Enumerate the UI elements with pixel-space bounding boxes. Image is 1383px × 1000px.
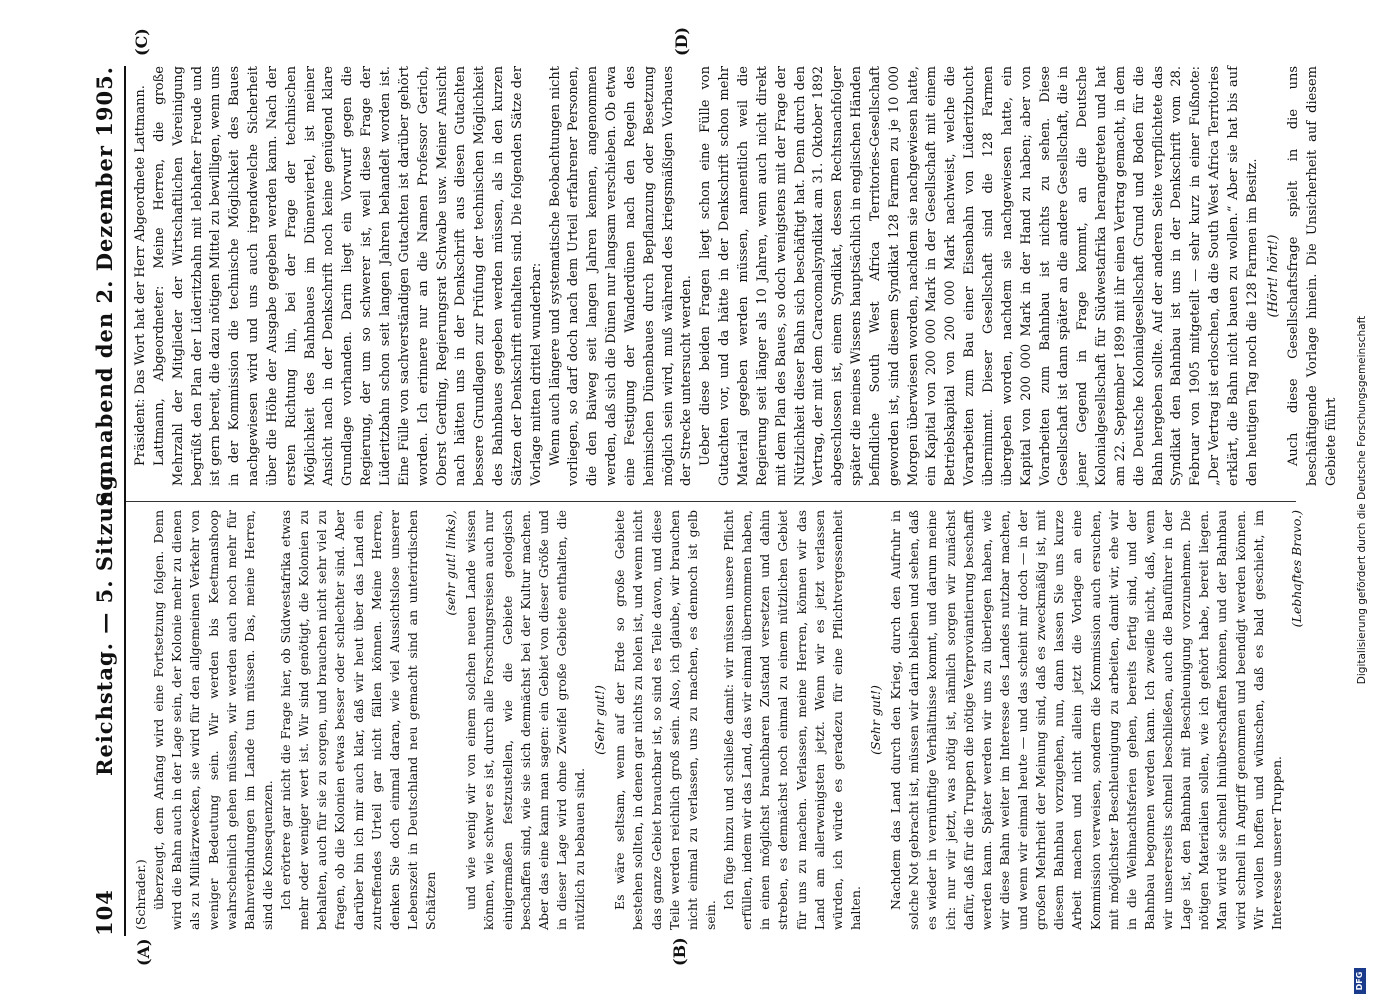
paragraph: und wie wenig wir von einem solchen neuen Lande wissen können, wie schwer es ist, durch alle Forschungsreisen auch nur einigermaßen festzustellen, wie die Gebiete geologisch beschaffen sind, wie sie sich demnächst bei der Kultur machen. Aber das eine kann man sagen: ein Gebiet von dieser Größe und in dieser Lage wird ohne Zweifel große Gebiete enthalten, die nützlich zu bebauen sind. (463, 510, 587, 930)
margin-mark-b: (B) (670, 937, 689, 966)
paragraph: Ueber diese beiden Fragen liegt schon eine Fülle von Gutachten vor, und da hätte in der Denkschrift schon mehr Material gegeben werden müssen, namentlich weil die Regierung seit länger als 10 Jahren, wenn auch nicht direkt mit dem Plan des Baues, so doch wenigstens mit der Frage der Nützlichkeit dieser Bahn sich beschäftigt hat. Denn durch den Vertrag, der mit dem Caracomalsyndikat am 31. Oktober 1892 abgeschlossen ist, einem Syndikat, dessen Rechtsnachfolger später die meines Wissens hauptsächlich in englischen Händen befindliche South West Africa Territories-Gesellschaft geworden ist, sind diesem Syndikat 128 Farmen zu je 10 000 Morgen überwiesen worden, nachdem sie nachgewiesen hatte, ein Kapital von 200 000 Mark in der Gesellschaft mit einem Betriebskapital von 200 000 Mark nachweist, welche die Vorarbeiten zum Bau einer Eisenbahn von Lüderitzbucht übernimmt. Dieser Gesellschaft sind die 128 Farmen übergeben worden, nachdem sie nachgewiesen hatte, ein Kapital von 200 000 Mark in der Hand zu haben; aber von Vorarbeiten zum Bahnbau ist nichts zu sehen. Diese Gesellschaft ist dann später an die andere Gesellschaft, die in jener Gegend in Frage kommt, an die Deutsche Kolonialgesellschaft für Südwestafrika herangetreten und hat am 22. September 1899 mit ihr einen Vertrag gemacht, in dem die Deutsche Kolonialgesellschaft Grund und Boden für die Bahn hergeben sollte. Auf der anderen Seite verpflichtete das Syndikat den Bahnbau ist uns in der Denkschrift vom 28. Februar von 1905 mitgeteilt — sehr kurz in einer Fußnote: „Der Vertrag ist erloschen, da die South West Africa Territories erklärt, die Bahn nicht bauen zu wollen.“ Aber sie hat bis auf den heutigen Tag noch die 128 Farmen im Besitz. (698, 66, 1260, 486)
speaker-label: (Schrader.) (133, 859, 148, 930)
paragraph: Es wäre seltsam, wenn auf der Erde so große Gebiete bestehen sollten, in denen gar nichts zu holen ist, und wenn nicht das ganze Gebiet brauchbar ist, so sind es Teile davon, und diese Teile werden reichlich groß sein. Also, ich glaube, wir brauchen nicht einmal zu verlassen, uns zu machen, es dennoch ist gelb sein. (612, 510, 718, 930)
interjection: (sehr gut! links), (443, 510, 459, 616)
margin-mark-a: (A) (134, 938, 153, 966)
quote: Wenn auch längere und systematische Beobachtungen nicht vorliegen, so darf doch nach dem Urteil erfahrener Personen, die den Baiweg seit langen Jahren kennen, angenommen werden, daß sich die Dünen nur langsam verschieben. Ob etwa eine Festigung der Wanderdünen nach den Regeln des heimischen Dünenbaues durch Bepflanzung oder Besetzung möglich sein wird, muß während des kriegsmäßigen Vorbaues der Strecke untersucht werden. (547, 66, 695, 486)
interjection: (Hört! hört!) (1265, 234, 1281, 318)
paragraph: überzeugt, dem Anfang wird eine Fortsetzung folgen. Denn wird die Bahn auch in der Lage sein, der Kolonie mehr zu dienen als zu Militärzwecken, sie wird für den allgemeinen Verkehr von weniger Bedeutung sein. Wir werden bis Keetmanshoop wahrscheinlich gehen müssen, wir werden auch noch mehr für Bahnverbindungen im Lande tun müssen. Das, meine Herren, sind die Konsequenzen. (151, 510, 275, 930)
interjection: (Sehr gut!) (592, 685, 608, 755)
paragraph: Auch diese Gesellschaftsfrage spielt in die uns beschäftigende Vorlage hinein. Die Unsicherheit auf diesem Gebiete führt (1286, 66, 1340, 486)
speaker-paragraph: Lattmann, Abgeordneter: Meine Herren, die große Mehrzahl der Mitglieder der Wirtschaftlichen Vereinigung begrüßt den Plan der Lüderitzbahn mit lebhafter Freude und ist gern bereit, die dazu nötigen Mittel zu bewilligen, wenn uns in der Kommission die technische Möglichkeit des Baues nachgewiesen wird und uns auch irgendwelche Sicherheit über die Höhe der Ausgabe gegeben werden kann. Nach der ersten Richtung hin, bei der Frage der technischen Möglichkeit des Bahnbaues im Dünenviertel, ist meiner Ansicht nach in der Denkschrift noch keine genügend klare Grundlage vorhanden. Darin liegt ein Vorwurf gegen die Regierung, der um so schwerer ist, weil diese Frage der Lüderitzbahn schon seit langen Jahren behandelt worden ist. Eine Fülle von sachverständigen Gutachten ist darüber gehört worden. Ich erinnere nur an die Namen Professor Gerich, Oberst Gerding, Regierungsrat Schwabe usw. Meiner Ansicht nach hätten uns in der Denkschrift aus diesen Gutachten bessere Grundlagen zur Prüfung der technischen Möglichkeit des Bahnbaues gegeben werden müssen, als in den kurzen Sätzen der Denkschrift enthalten sind. Die folgenden Sätze der Vorlage mitten drittel wunderbar: (151, 66, 544, 486)
margin-mark-c: (C) (132, 28, 151, 56)
page-header (88, 66, 122, 936)
header-date: Sonnabend den 2. Dezember 1905. (92, 66, 117, 507)
paragraph: Ich füge hinzu und schließe damit: wir müssen unsere Pflicht erfüllen, indem wir das Land, das wir einmal übernommen haben, in einen möglichst brauchbaren Zustand versetzen und dahin streben, es demnächst noch einmal zu einem nützlichen Gebiet für uns zu machen. Verlassen, meine Herren, können wir das Land am allerwenigsten jetzt. Wenn wir es jetzt verlassen würden, ich würde es geradezu für eine Pflichtvergessenheit halten. (721, 510, 863, 930)
right-column (132, 66, 1342, 486)
president-line: Präsident: Das Wort hat der Herr Abgeordnete Lattmann. (133, 85, 148, 466)
left-column (132, 510, 1308, 930)
applause: (Lebhaftes Bravo.) (1288, 510, 1304, 628)
paragraph: Ich erörtere gar nicht die Frage hier, ob Südwestafrika etwas mehr oder weniger wert ist. Wir sind genötigt, die Kolonien zu behalten, auch für sie zu sorgen, und brauchen nicht sehr viel zu fragen, ob die Kolonien etwas besser oder schlechter sind. Aber darüber bin ich mir auch klar, daß wir heut über das Land ein zutreffendes Urteil gar nicht fällen können. Meine Herren, denken Sie doch einmal daran, wie viel Aussichtslose unserer Lebenszeit in Deutschland neu gemacht sind an unterirdischen Schätzen (278, 510, 438, 930)
interjection: (Sehr gut!) (868, 685, 883, 755)
paragraph: Nachdem das Land durch den Krieg, durch den Aufruhr in solche Not gebracht ist, müssen wir darin bleiben und sehen, daß es wieder in vernünftige Verhältnisse kommt, und darum meine ich: nur wir jetzt, was nötig ist, nämlich sorgen wir zunächst dafür, daß für die Truppen die nötige Verproviantierung beschafft werden kann. Später werden wir uns zu überlegen haben, wie wir diese Bahn weiter im Interesse des Landes nutzbar machen, und wenn wir einmal heute — und das scheint mir doch — in der großen Mehrheit der Meinung sind, daß es zweckmäßig ist, mit diesem Bahnbau vorzugehen, nun, dann lassen Sie uns kurze Arbeit machen und nicht allein jetzt die Vorlage an eine Kommission verweisen, sondern die Kommission auch ersuchen, mit möglichster Beschleunigung zu arbeiten, damit wir, ehe wir in die Weihnachtsferien gehen, bereits fertig sind, und der Bahnbau begonnen werden kann. Ich zweifle nicht, daß, wenn wir unsererseits schnell beschließen, auch die Bauführer in der Lage ist, den Bahnbau mit Beschleunigung vorzunehmen. Die nötigen Materialien sollen, wie ich gehört habe, bereit liegen. Man wird sie schnell hinüberschaffen können, und der Bahnbau wird schnell in Angriff genommen und beendigt werden können. Wir wollen hoffen und wünschen, daß es bald geschieht, im Interesse unserer Truppen. (888, 510, 1284, 930)
dfg-logo: DFG (1354, 968, 1366, 994)
footer-credit: Digitalisierung gefördert durch die Deutsche Forschungsgemeinschaft (1356, 315, 1368, 685)
header-title: Reichstag. — 5. Sitzung. (92, 465, 117, 776)
margin-mark-d: (D) (672, 26, 691, 56)
page-number: 104 (92, 889, 117, 936)
column-divider (126, 501, 1296, 502)
